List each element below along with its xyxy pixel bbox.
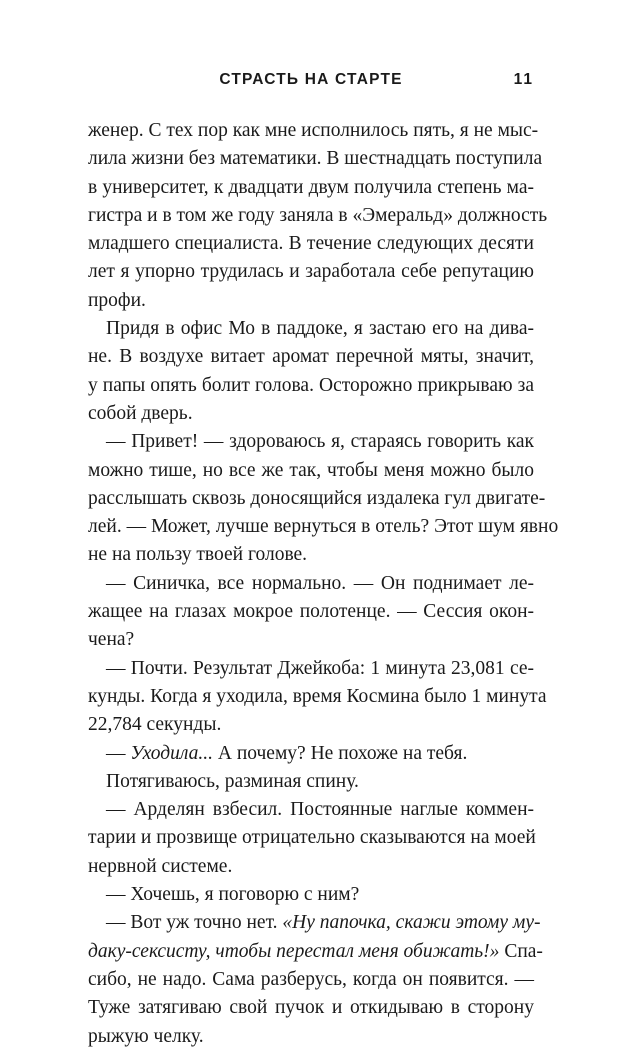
text-segment: А почему? Не похоже на тебя. — [212, 742, 468, 764]
text-line — [88, 258, 534, 286]
text-line — [88, 343, 534, 371]
text-segment: сибо, не надо. Сама разберусь, когда он появится. — — [88, 968, 534, 990]
text-line — [88, 768, 534, 796]
text-line — [88, 287, 534, 315]
text-line — [88, 938, 543, 966]
text-segment: Спа- — [499, 940, 543, 962]
text-line — [88, 457, 534, 485]
text-segment: — Привет! — здороваюсь я, стараясь говорить как — [106, 431, 534, 453]
text-segment: — Хочешь, я поговорю с ним? — [106, 884, 360, 906]
text-segment: — — [106, 742, 131, 764]
text-line — [88, 315, 534, 343]
text-segment: — Синичка, все нормально. — Он поднимает ле- — [106, 572, 534, 594]
italic-text-segment: «Ну папочка, скажи этому му- — [282, 912, 541, 934]
text-segment: чена? — [88, 629, 135, 651]
text-segment: гистра и в том же году заняла в «Эмеральд» должность — [88, 204, 548, 226]
text-segment: собой дверь. — [88, 402, 193, 424]
text-line — [88, 598, 534, 626]
body-text — [88, 117, 559, 1051]
text-segment: лила жизни без математики. В шестнадцать поступила — [88, 148, 543, 170]
text-line — [88, 796, 534, 824]
text-segment: в университет, к двадцати двум получила степень ма- — [88, 176, 534, 198]
text-line — [88, 230, 534, 258]
text-segment: у папы опять болит голова. Осторожно прикрываю за — [88, 374, 534, 396]
text-line — [88, 145, 543, 173]
text-segment: — Вот уж точно нет. — [106, 912, 283, 934]
text-segment: — Почти. Результат Джейкоба: 1 минута 23,081 се- — [106, 657, 534, 679]
text-line — [88, 400, 534, 428]
text-segment: рыжую челку. — [88, 1025, 204, 1047]
text-segment: кунды. Когда я уходила, время Космина было 1 минута — [88, 685, 547, 707]
text-line — [88, 372, 534, 400]
text-line — [88, 541, 534, 569]
text-line — [88, 711, 534, 739]
text-line — [88, 174, 534, 202]
text-segment: не. В воздухе витает аромат перечной мяты, значит, — [88, 346, 534, 368]
text-segment: младшего специалиста. В течение следующих десяти — [88, 233, 534, 255]
text-segment: 22,784 секунды. — [88, 714, 222, 736]
text-segment: Туже затягиваю свой пучок и откидываю в сторону — [88, 997, 534, 1019]
text-line — [88, 994, 534, 1022]
text-line — [88, 570, 534, 598]
text-segment: нервной системе. — [88, 855, 233, 877]
text-segment: профи. — [88, 289, 146, 311]
page-number: 11 — [513, 71, 534, 88]
text-line — [88, 740, 534, 768]
text-line — [88, 824, 534, 852]
italic-text-segment: даку-сексисту, чтобы перестал меня обижать!» — [88, 940, 500, 962]
italic-text-segment: Уходила... — [130, 742, 213, 764]
text-line — [88, 117, 539, 145]
text-line — [88, 655, 534, 683]
running-head-title: СТРАСТЬ НА СТАРТЕ — [219, 71, 403, 88]
text-segment: можно тише, но все же так, чтобы меня можно было — [88, 459, 534, 481]
text-line — [88, 202, 548, 230]
text-segment: расслышать сквозь доносящийся издалека гул двигате- — [88, 487, 546, 509]
text-line — [88, 428, 534, 456]
text-line — [88, 909, 541, 937]
running-head — [88, 68, 534, 94]
text-segment: — Арделян взбесил. Постоянные наглые коммен- — [106, 799, 534, 821]
text-segment: лей. — Может, лучше вернуться в отель? Этот шум явно — [88, 516, 559, 538]
text-line — [88, 626, 534, 654]
text-line — [88, 881, 534, 909]
text-segment: тарии и прозвище отрицательно сказываются на моей — [88, 827, 536, 849]
text-segment: лет я упорно трудилась и заработала себе репутацию — [88, 261, 534, 283]
text-segment: Придя в офис Мо в паддоке, я застаю его на дива- — [106, 318, 534, 340]
text-segment: не на пользу твоей голове. — [88, 544, 308, 566]
text-line — [88, 1023, 534, 1051]
text-line — [88, 683, 547, 711]
text-line — [88, 485, 546, 513]
text-segment: женер. С тех пор как мне исполнилось пять, я не мыс- — [88, 120, 539, 141]
text-segment: жащее на глазах мокрое полотенце. — Сессия окон- — [88, 601, 534, 623]
text-segment: Потягиваюсь, разминая спину. — [106, 770, 359, 792]
text-line — [88, 853, 534, 881]
text-line — [88, 966, 534, 994]
text-line — [88, 513, 559, 541]
